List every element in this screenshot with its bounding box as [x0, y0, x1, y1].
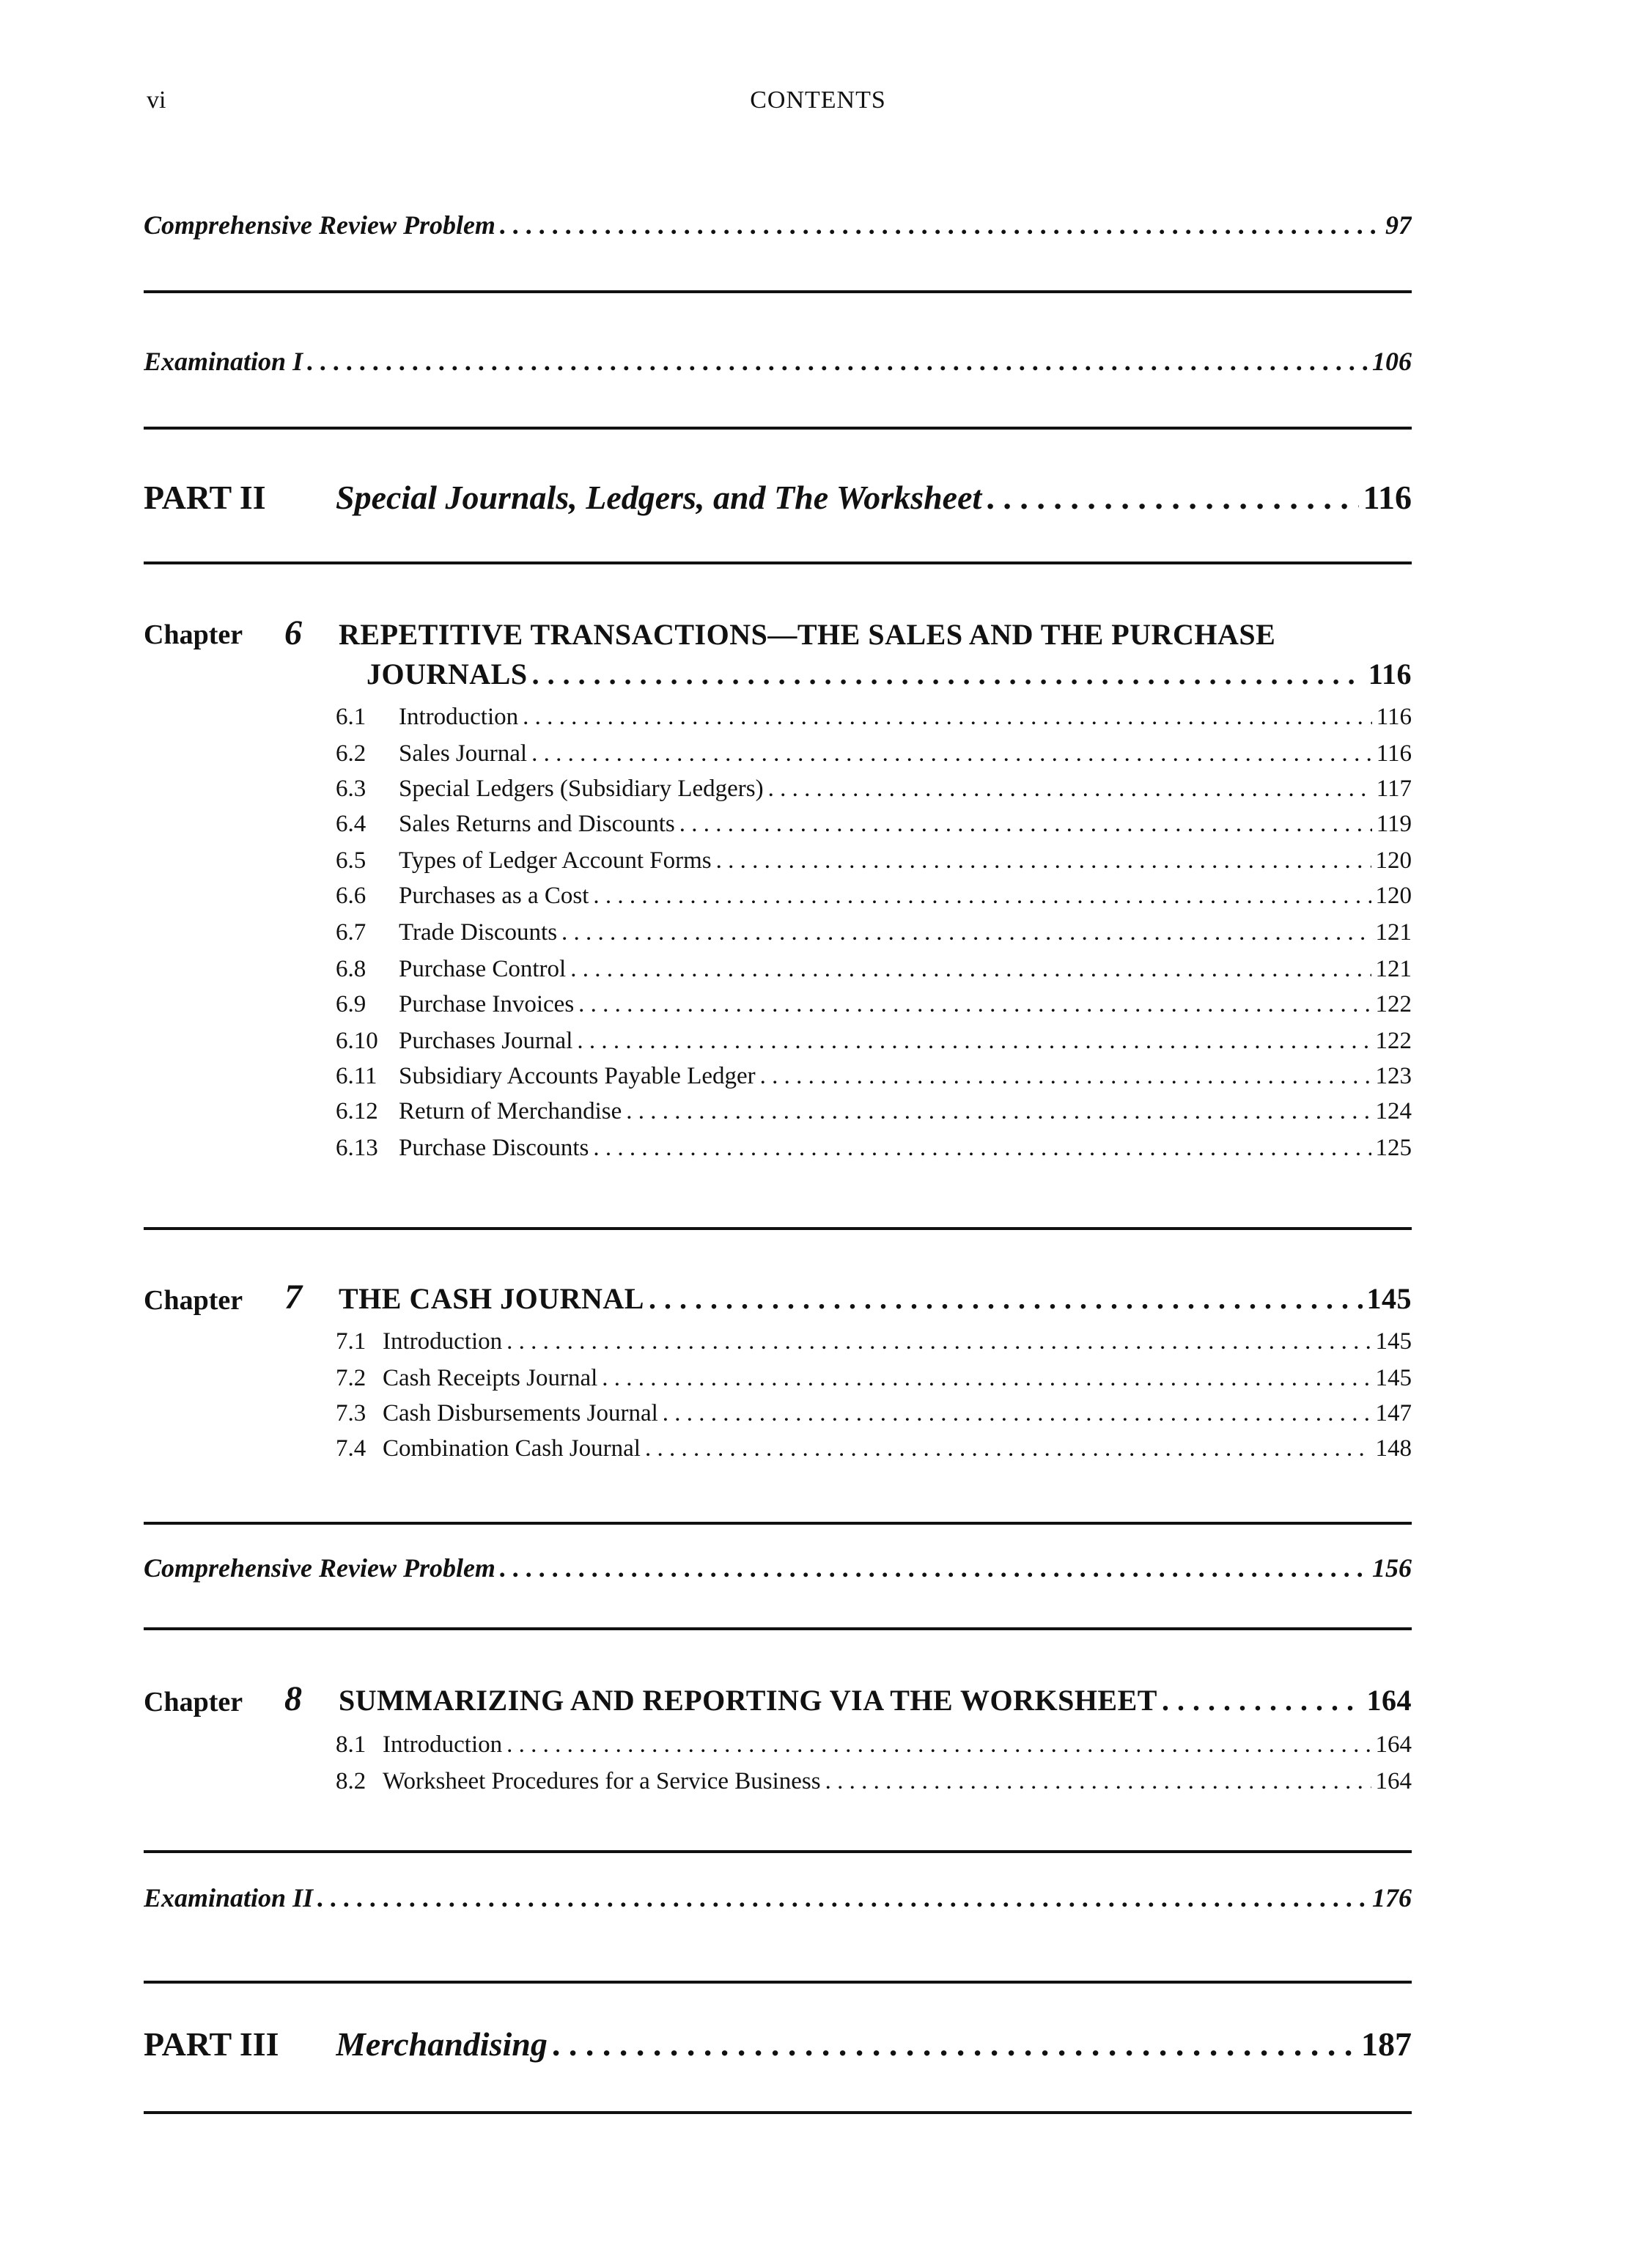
toc-section[interactable]: 6.3 Special Ledgers (Subsidiary Ledgers) . . . 117 [336, 776, 1412, 803]
toc-entry-chapter-7[interactable]: THE CASH JOURNAL . . . 145 [339, 1281, 1412, 1316]
divider-rule [144, 2111, 1412, 2114]
divider-rule [144, 1850, 1412, 1853]
divider-rule [144, 427, 1412, 430]
toc-section[interactable]: 6.6 Purchases as a Cost . . . 120 [336, 883, 1412, 910]
toc-section[interactable]: 6.13 Purchase Discounts . . . 125 [336, 1135, 1412, 1162]
part-3-label: PART III [144, 2025, 279, 2063]
toc-section[interactable]: 7.4 Combination Cash Journal . . . 148 [336, 1435, 1412, 1462]
toc-entry-chapter-8[interactable]: SUMMARIZING AND REPORTING VIA THE WORKSHEET . . . 164 [339, 1683, 1412, 1717]
divider-rule [144, 1981, 1412, 1984]
part-2-label: PART II [144, 479, 266, 516]
toc-entry-review-1[interactable]: Comprehensive Review Problem . . . 97 [144, 210, 1412, 240]
chapter-7-word: Chapter [144, 1285, 243, 1316]
divider-rule [144, 1227, 1412, 1230]
page-folio: vi [147, 86, 166, 114]
toc-entry-examination-1[interactable]: Examination I . . . 106 [144, 346, 1412, 377]
toc-section[interactable]: 7.1 Introduction . . . 145 [336, 1328, 1412, 1355]
toc-section[interactable]: 6.10 Purchases Journal . . . 122 [336, 1028, 1412, 1055]
chapter-8-number: 8 [284, 1679, 302, 1718]
toc-section[interactable]: 8.2 Worksheet Procedures for a Service Business . . . 164 [336, 1768, 1412, 1795]
divider-rule [144, 1627, 1412, 1630]
toc-section[interactable]: 6.4 Sales Returns and Discounts . . . 119 [336, 811, 1412, 838]
toc-section[interactable]: 7.2 Cash Receipts Journal . . . 145 [336, 1365, 1412, 1392]
running-head: CONTENTS [750, 86, 886, 114]
toc-entry-examination-2[interactable]: Examination II . . . 176 [144, 1882, 1412, 1913]
toc-entry-review-2[interactable]: Comprehensive Review Problem . . . 156 [144, 1553, 1412, 1583]
toc-section[interactable]: 6.1 Introduction . . . 116 [336, 704, 1412, 731]
toc-section[interactable]: 6.9 Purchase Invoices . . . 122 [336, 991, 1412, 1018]
toc-entry-part-3[interactable]: Merchandising . . . 187 [336, 2025, 1412, 2063]
chapter-6-number: 6 [284, 614, 302, 652]
chapter-6-word: Chapter [144, 619, 243, 650]
toc-section[interactable]: 8.1 Introduction . . . 164 [336, 1731, 1412, 1759]
toc-section[interactable]: 6.12 Return of Merchandise . . . 124 [336, 1098, 1412, 1125]
toc-section[interactable]: 7.3 Cash Disbursements Journal . . . 147 [336, 1400, 1412, 1427]
toc-entry-chapter-6[interactable]: JOURNALS . . . 116 [366, 657, 1412, 691]
toc-section[interactable]: 6.7 Trade Discounts . . . 121 [336, 919, 1412, 946]
toc-section[interactable]: 6.11 Subsidiary Accounts Payable Ledger . . . 123 [336, 1063, 1412, 1090]
chapter-7-number: 7 [284, 1278, 302, 1317]
toc-entry-part-2[interactable]: Special Journals, Ledgers, and The Worksheet . . . 116 [336, 478, 1412, 517]
toc-section[interactable]: 6.8 Purchase Control . . . 121 [336, 956, 1412, 983]
divider-rule [144, 290, 1412, 293]
toc-section[interactable]: 6.2 Sales Journal . . . 116 [336, 740, 1412, 767]
divider-rule [144, 562, 1412, 564]
chapter-6-title-line1[interactable]: REPETITIVE TRANSACTIONS—THE SALES AND THE PURCHASE [339, 618, 1276, 651]
toc-section[interactable]: 6.5 Types of Ledger Account Forms . . . 120 [336, 847, 1412, 875]
chapter-8-word: Chapter [144, 1687, 243, 1717]
divider-rule [144, 1522, 1412, 1525]
